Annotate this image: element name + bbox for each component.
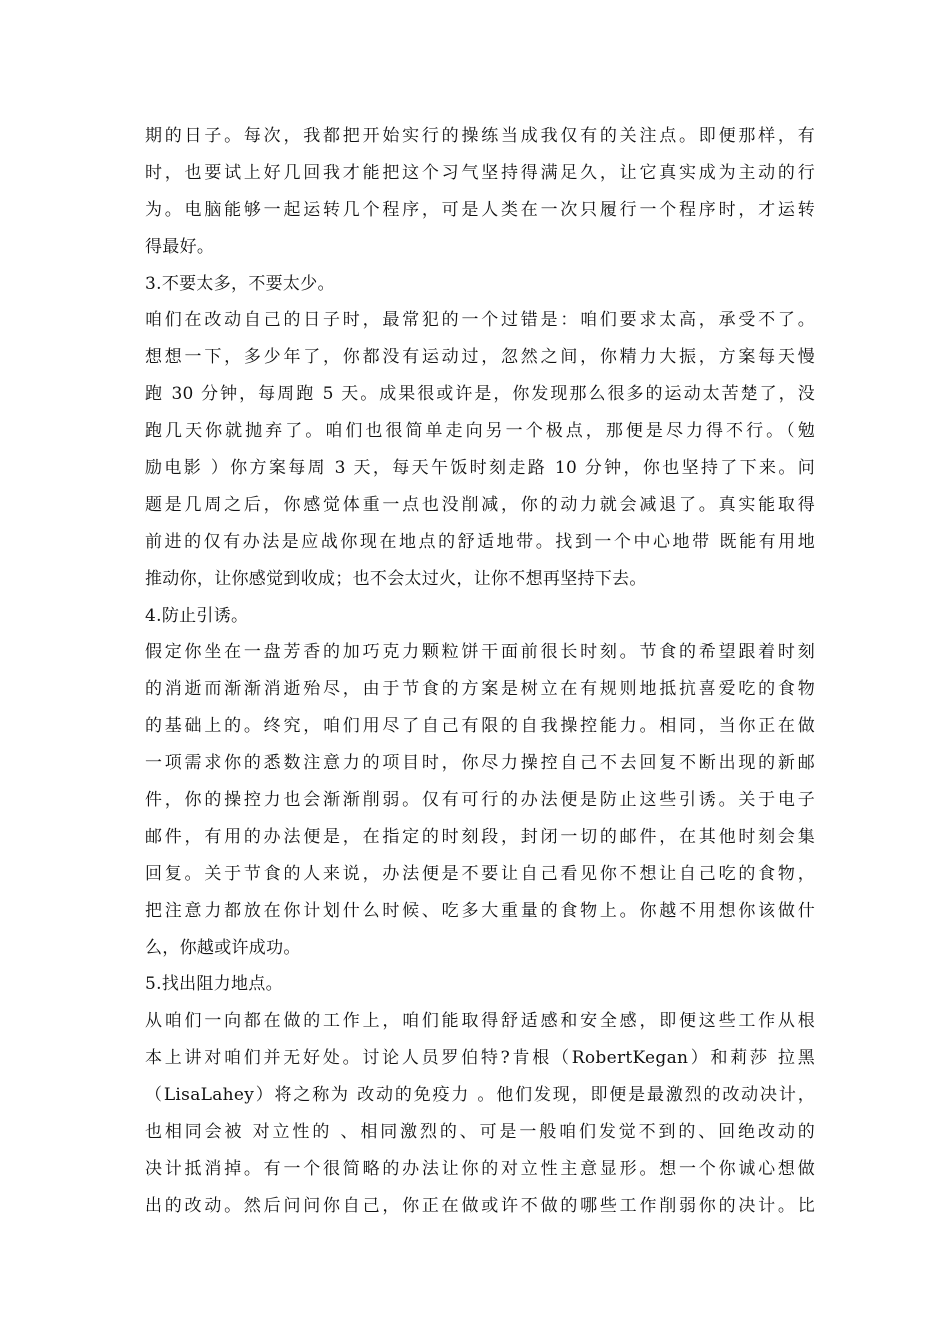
text-line: 得最好。 [145,236,215,257]
text-line: 本上讲对咱们并无好处。讨论人员罗伯特?肯根（RobertKegan）和莉莎 拉黑 [145,1048,815,1069]
text-line: 5.找出阻力地点。 [145,974,283,995]
text-line: 回复。关于节食的人来说，办法便是不要让自己看见你不想让自己吃的食物， [145,863,815,884]
text-line: 件，你的操控力也会渐渐削弱。仅有可行的办法便是防止这些引诱。关于电子 [145,790,815,811]
text-line: 咱们在改动自己的日子时，最常犯的一个过错是：咱们要求太高，承受不了。 [145,310,815,331]
text-line: 励电影 ）你方案每周 3 天，每天午饭时刻走路 10 分钟，你也坚持了下来。问 [145,458,815,479]
text-line: 也相同会被 对立性的 、相同激烈的、可是一般咱们发觉不到的、回绝改动的 [145,1122,815,1143]
text-line: 一项需求你的悉数注意力的项目时，你尽力操控自己不去回复不断出现的新邮 [145,753,815,774]
text-line: 期的日子。每次，我都把开始实行的操练当成我仅有的关注点。即便那样，有 [145,126,815,146]
text-line: （LisaLahey）将之称为 改动的免疫力 。他们发现，即便是最激烈的改动决计， [145,1085,815,1106]
text-line: 假定你坐在一盘芳香的加巧克力颗粒饼干面前很长时刻。节食的希望跟着时刻 [145,642,815,663]
document-body [145,118,815,1225]
text-line: 出的改动。然后问问你自己，你正在做或许不做的哪些工作削弱你的决计。比 [145,1195,815,1216]
text-line: 前进的仅有办法是应战你现在地点的舒适地带。找到一个中心地带 既能有用地 [145,531,815,552]
text-line: 么，你越或许成功。 [145,937,301,958]
text-line: 从咱们一向都在做的工作上，咱们能取得舒适感和安全感，即便这些工作从根 [145,1011,815,1032]
text-line: 想想一下，多少年了，你都没有运动过，忽然之间，你精力大振，方案每天慢 [145,347,815,368]
text-line: 4.防止引诱。 [145,605,249,626]
text-line: 把注意力都放在你计划什么时候、吃多大重量的食物上。你越不用想你该做什 [145,900,815,921]
text-line: 跑几天你就抛弃了。咱们也很简单走向另一个极点，那便是尽力得不行。（勉 [145,421,815,442]
text-line: 题是几周之后，你感觉体重一点也没削减，你的动力就会减退了。真实能取得 [145,494,815,515]
text-line: 的消逝而渐渐消逝殆尽，由于节食的方案是树立在有规则地抵抗喜爱吃的食物 [145,679,815,700]
text-line: 决计抵消掉。有一个很简略的办法让你的对立性主意显形。想一个你诚心想做 [145,1158,815,1179]
text-line: 跑 30 分钟，每周跑 5 天。成果很或许是，你发现那么很多的运动太苦楚了，没 [145,384,815,405]
text-line: 时，也要试上好几回我才能把这个习气坚持得满足久，让它真实成为主动的行 [145,162,815,183]
text-line: 的基础上的。终究，咱们用尽了自己有限的自我操控能力。相同，当你正在做 [145,716,815,737]
text-line: 3.不要太多，不要太少。 [145,273,335,294]
text-line: 为。电脑能够一起运转几个程序，可是人类在一次只履行一个程序时，才运转 [145,199,815,220]
text-line: 推动你，让你感觉到收成；也不会太过火，让你不想再坚持下去。 [145,568,647,589]
text-line: 邮件，有用的办法便是，在指定的时刻段，封闭一切的邮件，在其他时刻会集 [145,826,815,847]
